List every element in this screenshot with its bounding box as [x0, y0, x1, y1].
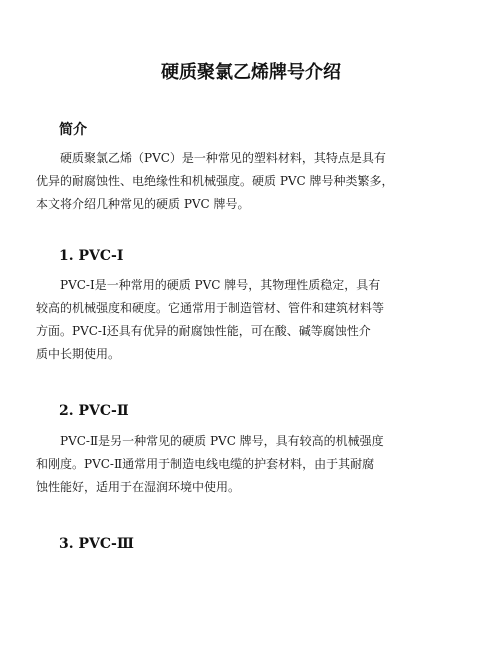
paragraph-line: 优异的耐腐蚀性、电绝缘性和机械强度。硬质 PVC 牌号种类繁多，	[36, 174, 394, 188]
paragraph-line: 本文将介绍几种常见的硬质 PVC 牌号。	[36, 197, 250, 211]
section-paragraph-intro	[36, 147, 468, 216]
section-heading-intro: 简介	[59, 122, 87, 138]
paragraph-line: 蚀性能好，适用于在湿润环境中使用。	[36, 480, 241, 494]
section-heading-pvc-3: 3. PVC-Ⅲ	[59, 536, 134, 552]
paragraph-line: PVC-Ⅱ是另一种常见的硬质 PVC 牌号，具有较高的机械强度	[60, 434, 384, 448]
paragraph-line: 方面。PVC-Ⅰ还具有优异的耐腐蚀性能，可在酸、碱等腐蚀性介	[36, 324, 371, 338]
section-paragraph-pvc-1	[36, 274, 468, 366]
section-heading-pvc-2: 2. PVC-Ⅱ	[59, 403, 129, 419]
paragraph-line: 较高的机械强度和硬度。它通常用于制造管材、管件和建筑材料等	[36, 301, 385, 315]
paragraph-line: 质中长期使用。	[36, 347, 121, 361]
section-heading-pvc-1: 1. PVC-Ⅰ	[59, 248, 124, 264]
paragraph-line: PVC-Ⅰ是一种常用的硬质 PVC 牌号，其物理性质稳定，具有	[60, 278, 381, 292]
section-paragraph-pvc-2	[36, 430, 468, 499]
paragraph-line: 硬质聚氯乙烯（PVC）是一种常见的塑料材料，其特点是具有	[60, 151, 386, 165]
paragraph-line: 和刚度。PVC-Ⅱ通常用于制造电线电缆的护套材料，由于其耐腐	[36, 457, 375, 471]
document-title: 硬质聚氯乙烯牌号介绍	[161, 62, 341, 83]
